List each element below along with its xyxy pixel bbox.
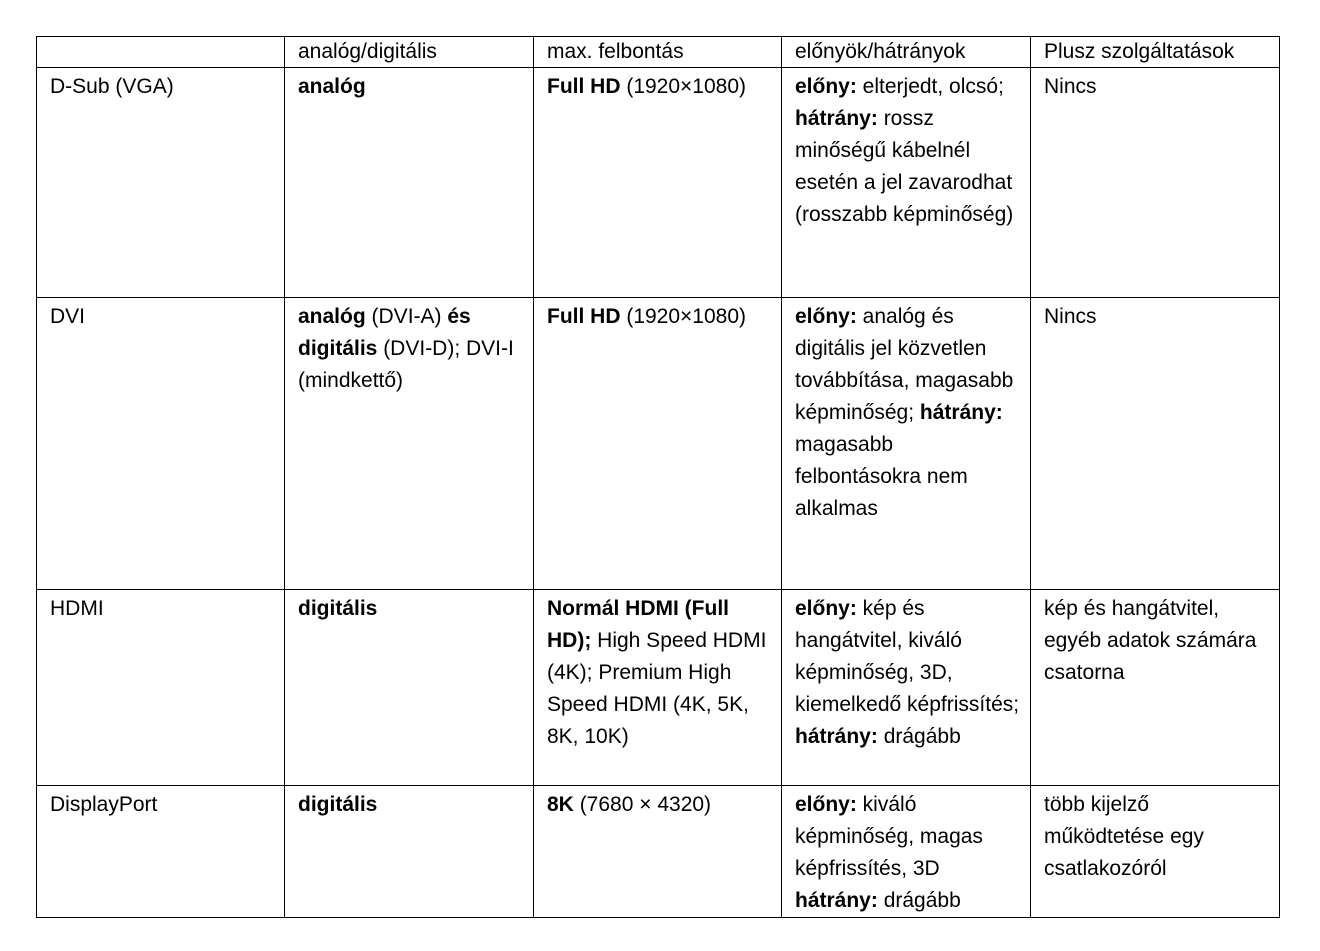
text-run: kép és hangátvitel, egyéb adatok számára csatorna	[1044, 597, 1257, 684]
cell-signal	[285, 68, 534, 298]
cell-resolution	[534, 298, 782, 590]
bold-text-run: előny:	[795, 793, 857, 816]
table-row	[37, 786, 1280, 918]
text-run: High Speed HDMI (4K); Premium High Speed HDMI (4K, 5K, 8K, 10K)	[547, 629, 767, 748]
bold-text-run: Full HD	[547, 75, 621, 98]
bold-text-run: digitális	[298, 793, 378, 816]
bold-text-run: Normál HDMI (Full HD);	[547, 597, 729, 652]
cell-extras	[1031, 590, 1280, 786]
text-run: drágább	[877, 889, 961, 912]
text-run: kiváló képminőség, magas képfrissítés, 3D	[795, 793, 983, 880]
cell-proscons	[782, 590, 1031, 786]
header-row	[37, 37, 1280, 68]
cell-signal	[285, 590, 534, 786]
table-row	[37, 68, 1280, 298]
text-run: (1920×1080)	[620, 75, 747, 98]
header-cell-proscons: előnyök/hátrányok	[782, 37, 1031, 68]
text-run: (7680 × 4320)	[573, 793, 712, 816]
table-row	[37, 298, 1280, 590]
header-cell-empty	[37, 37, 285, 68]
header-cell-resolution: max. felbontás	[534, 37, 782, 68]
text-run: analóg és digitális jel közvetlen továbbítása, magasabb képminőség;	[795, 305, 1014, 424]
bold-text-run: hátrány:	[795, 725, 878, 748]
cell-resolution	[534, 590, 782, 786]
text-run: több kijelző működtetése egy csatlakozóról	[1044, 793, 1204, 880]
cell-name: DVI	[37, 298, 285, 590]
connector-comparison-table	[36, 36, 1280, 918]
cell-extras	[1031, 68, 1280, 298]
cell-name: DisplayPort	[37, 786, 285, 918]
bold-text-run: és digitális	[298, 305, 471, 360]
bold-text-run: előny:	[795, 75, 857, 98]
text-run: drágább	[877, 725, 961, 748]
text-run: (DVI-A)	[365, 305, 448, 328]
text-run: (1920×1080)	[620, 305, 747, 328]
bold-text-run: analóg	[298, 305, 366, 328]
header-cell-extras: Plusz szolgáltatások	[1031, 37, 1280, 68]
text-run: (DVI-D); DVI-I (mindkettő)	[298, 337, 514, 392]
text-run: kép és hangátvitel, kiváló képminőség, 3D, kiemelkedő képfrissítés;	[795, 597, 1020, 716]
cell-proscons	[782, 786, 1031, 918]
bold-text-run: analóg	[298, 75, 366, 98]
cell-proscons	[782, 298, 1031, 590]
cell-name: D-Sub (VGA)	[37, 68, 285, 298]
text-run: Nincs	[1044, 75, 1097, 98]
cell-name: HDMI	[37, 590, 285, 786]
text-run: magasabb felbontásokra nem alkalmas	[795, 433, 968, 520]
bold-text-run: digitális	[298, 597, 378, 620]
bold-text-run: 8K	[547, 793, 574, 816]
table-row	[37, 590, 1280, 786]
cell-extras	[1031, 298, 1280, 590]
bold-text-run: hátrány:	[795, 889, 878, 912]
bold-text-run: hátrány:	[795, 107, 878, 130]
cell-resolution	[534, 68, 782, 298]
bold-text-run: előny:	[795, 597, 857, 620]
bold-text-run: előny:	[795, 305, 857, 328]
header-cell-signal: analóg/digitális	[285, 37, 534, 68]
bold-text-run: hátrány:	[919, 401, 1003, 424]
cell-extras	[1031, 786, 1280, 918]
cell-signal	[285, 786, 534, 918]
cell-proscons	[782, 68, 1031, 298]
text-run: rossz minőségű kábelnél esetén a jel zavarodhat (rosszabb képminőség)	[795, 107, 1014, 226]
bold-text-run: Full HD	[547, 305, 621, 328]
cell-resolution	[534, 786, 782, 918]
text-run: Nincs	[1044, 305, 1097, 328]
text-run: elterjedt, olcsó;	[856, 75, 1004, 98]
cell-signal	[285, 298, 534, 590]
